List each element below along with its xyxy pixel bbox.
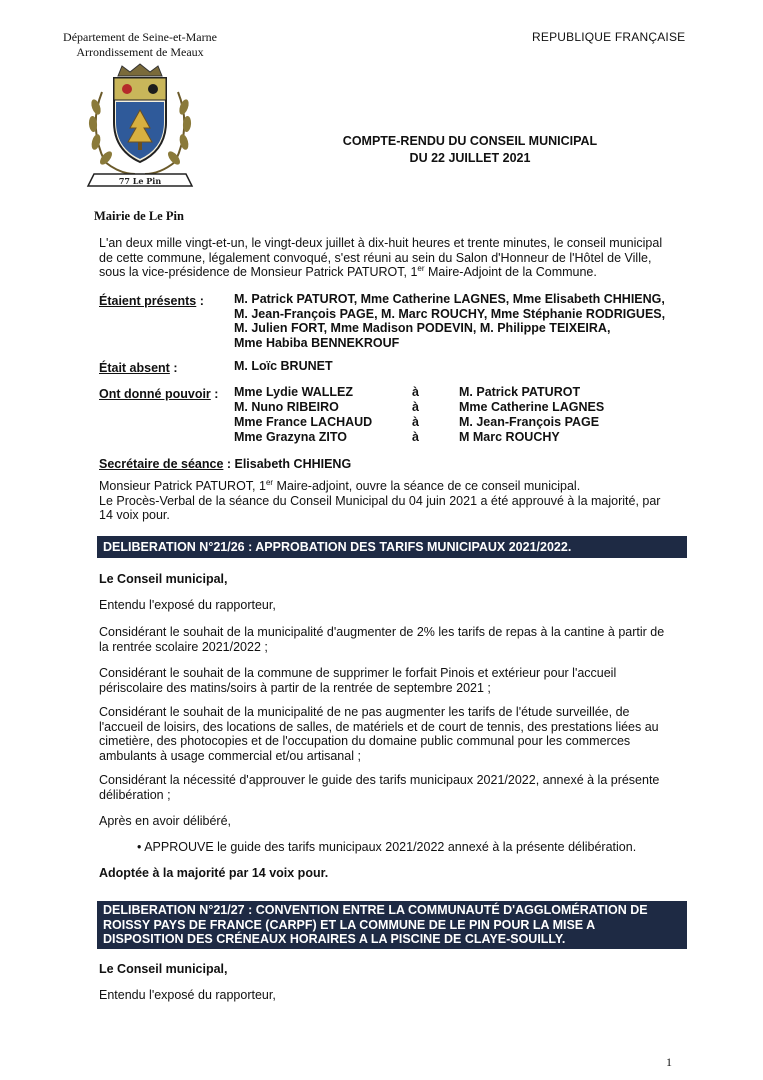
considerant-1: Considérant le souhait de la municipalité d'augmenter de 2% les tarifs de repas à la cantine à partir de la rentrée scolaire 2021/2022 ; xyxy=(99,625,665,654)
heard-line: Entendu l'exposé du rapporteur, xyxy=(99,598,276,612)
approve-item: • APPROUVE le guide des tarifs municipaux 2021/2022 annexé à la présente délibération. xyxy=(137,840,637,854)
crest-icon xyxy=(80,62,200,192)
present-label: Étaient présents : xyxy=(99,294,204,308)
absent-label: Était absent : xyxy=(99,361,178,375)
secretary-row: Secrétaire de séance : Elisabeth CHHIENG xyxy=(99,457,352,471)
municipal-crest xyxy=(80,62,200,192)
present-line: Mme Habiba BENNEKROUF xyxy=(234,335,400,350)
council-heading: Le Conseil municipal, xyxy=(99,962,228,976)
council-heading: Le Conseil municipal, xyxy=(99,572,228,586)
intro-line: de cette commune, légalement convoqué, s'est réuni au sein du Salon d'Honneur de l'Hôtel de Ville, xyxy=(99,250,652,265)
proxy-table xyxy=(234,385,694,445)
deliberated-line: Après en avoir délibéré, xyxy=(99,814,232,828)
adopted-line: Adoptée à la majorité par 14 voix pour. xyxy=(99,866,329,880)
page-number: 1 xyxy=(666,1055,672,1069)
title-line-1: COMPTE-RENDU DU CONSEIL MUNICIPAL xyxy=(342,134,598,148)
opening-line: Le Procès-Verbal de la séance du Conseil Municipal du 04 juin 2021 a été approuvé à la majorité, par xyxy=(99,493,661,508)
proxy-row: Mme France LACHAUD à M. Jean-François PAGE xyxy=(234,415,600,429)
title-line-2: DU 22 JUILLET 2021 xyxy=(409,151,531,165)
deliberation-26-banner: DELIBERATION N°21/26 : APPROBATION DES TARIFS MUNICIPAUX 2021/2022. xyxy=(97,536,687,558)
intro-paragraph xyxy=(99,236,686,280)
considerant-4: Considérant la nécessité d'approuver le guide des tarifs municipaux 2021/2022, annexé à la présente délibération ; xyxy=(99,773,660,802)
present-list xyxy=(234,292,694,350)
absent-value: M. Loïc BRUNET xyxy=(234,359,333,373)
department-name: Département de Seine-et-Marne xyxy=(63,30,217,44)
present-line: M. Patrick PATUROT, Mme Catherine LAGNES, Mme Elisabeth CHHIENG, xyxy=(234,292,665,306)
proxy-row: M. Nuno RIBEIRO à Mme Catherine LAGNES xyxy=(234,400,605,414)
bullet: • xyxy=(137,840,142,854)
page-title xyxy=(330,133,610,167)
crest-ribbon-text: 77 Le Pin xyxy=(118,176,162,186)
opening-line: 14 voix pour. xyxy=(99,508,170,523)
republic-label: REPUBLIQUE FRANÇAISE xyxy=(532,30,686,44)
heard-line: Entendu l'exposé du rapporteur, xyxy=(99,988,276,1002)
considerant-2: Considérant le souhait de la commune de supprimer le forfait Pinois et extérieur pour l'accueil périscolaire des matins/soirs à partir de la rentrée de septembre 2021 ; xyxy=(99,666,617,695)
proxy-label: Ont donné pouvoir : xyxy=(99,387,219,401)
intro-line: L'an deux mille vingt-et-un, le vingt-deux juillet à dix-huit heures et trente minutes, le conseil municipal xyxy=(99,236,663,250)
present-line: M. Julien FORT, Mme Madison PODEVIN, M. Philippe TEIXEIRA, xyxy=(234,321,611,336)
deliberation-27-banner: DELIBERATION N°21/27 : CONVENTION ENTRE LA COMMUNAUTÉ D'AGGLOMÉRATION DE ROISSY PAYS DE FRANCE (CARPF) ET LA COMMUNE DE LE PIN POUR LA MISE A DISPOSITION DES CRÉNEAUX HORAIRES A LA PISCINE DE CLAYE-SOUILLY. xyxy=(97,901,687,949)
secretary-label: Secrétaire de séance xyxy=(99,457,224,471)
approve-keyword: APPROUVE xyxy=(144,840,214,854)
considerant-3: Considérant le souhait de la municipalité de ne pas augmenter les tarifs de l'étude surveillée, de l'accueil de loisirs, des locations de salles, de matériels et de court de tennis, des prestations liées au cimetière, des photocopies et de l'occupation du domaine public communal pour les commerces ambulants à usage commercial et/ou artisanal ; xyxy=(99,705,659,763)
proxy-row: Mme Grazyna ZITO à M Marc ROUCHY xyxy=(234,430,560,444)
proxy-row: Mme Lydie WALLEZ à M. Patrick PATUROT xyxy=(234,385,581,399)
opening-paragraph xyxy=(99,479,686,523)
secretary-value: Elisabeth CHHIENG xyxy=(234,457,352,471)
department-header xyxy=(30,30,250,60)
opening-line: Monsieur Patrick PATUROT, 1er Maire-adjoint, ouvre la séance de ce conseil municipal. xyxy=(99,477,581,493)
present-line: M. Jean-François PAGE, M. Marc ROUCHY, Mme Stéphanie RODRIGUES, xyxy=(234,306,666,321)
arrondissement-name: Arrondissement de Meaux xyxy=(76,45,204,59)
intro-line: sous la vice-présidence de Monsieur Patrick PATUROT, 1er Maire-Adjoint de la Commune. xyxy=(99,264,597,280)
mairie-label: Mairie de Le Pin xyxy=(94,209,184,223)
